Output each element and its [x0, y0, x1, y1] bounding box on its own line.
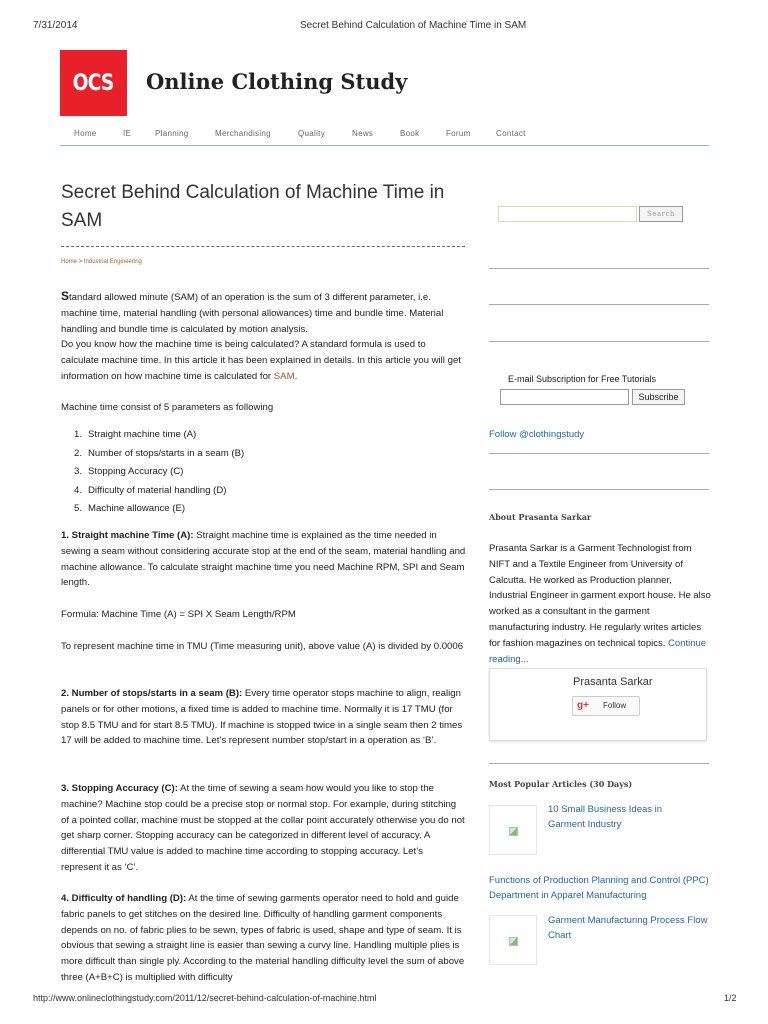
nav-book[interactable]: Book	[400, 129, 420, 138]
sidebar-divider	[489, 341, 709, 342]
sidebar-divider	[489, 453, 709, 454]
broken-image-icon	[509, 937, 518, 946]
intro-paragraph	[61, 289, 466, 385]
section-text: At the time of sewing a seam how would you like to stop the machine? Machine stop could be a precise stop or normal stop. For example, during stitching of a pointed collar, machine must be stopped at the collar point accurately otherwise you do not get sharp corner. Stopping accuracy can be categorized in different level of accuracy. A differential TMU value is added to machine time according to stopping accuracy. Let’s represent it as ‘C’.	[61, 783, 465, 873]
search-button[interactable]: Search	[639, 206, 683, 222]
section-text: Every time operator stops machine to align, realign panels or for other motions, a fixed time is added to machine time. Normally it is 17 TMU (for stop 8.5 TMU and for start 8.5 TMU). If machine is stopped twice in a single seam then 2 times 17 will be added to machine time. Let’s represent number stop/start in a operation as ‘B’.	[61, 688, 463, 747]
gplus-follow-label: Follow	[603, 701, 627, 710]
formula-text: Formula: Machine Time (A) = SPI X Seam Length/RPM	[61, 609, 296, 620]
list-item: 4. Difficulty of material handling (D)	[74, 484, 227, 496]
nav-home[interactable]: Home	[74, 129, 97, 138]
site-logo[interactable]	[60, 50, 127, 116]
list-item: 2. Number of stops/starts in a seam (B)	[74, 447, 245, 459]
section-heading: 3. Stopping Accuracy (C):	[61, 783, 178, 794]
popular-article-link[interactable]: Functions of Production Planning and Control (PPC) Department in Apparel Manufacturing	[489, 875, 709, 901]
nav-quality[interactable]: Quality	[298, 129, 325, 138]
nav-forum[interactable]: Forum	[446, 129, 471, 138]
intro-text-1: tandard allowed minute (SAM) of an operation is the sum of 3 different parameter, i.e. machine time, material handling (with personal allowances) time and bundle time. Material handling and bundle time is calculated by motion analysis.	[61, 292, 444, 335]
tmu-text: To represent machine time in TMU (Time measuring unit), above value (A) is divided by 0.0006	[61, 641, 464, 652]
print-page-title: Secret Behind Calculation of Machine Time in SAM	[300, 20, 527, 31]
sidebar-divider	[489, 489, 709, 490]
breadcrumb-home[interactable]: Home	[61, 259, 78, 265]
post-title: Secret Behind Calculation of Machine Time in SAM	[61, 182, 445, 231]
section-stopping-accuracy	[61, 781, 466, 876]
subscribe-button[interactable]: Subscribe	[632, 389, 685, 405]
breadcrumb	[61, 259, 142, 265]
section-text: At the time of sewing garments operator need to hold and guide fabric panels to get stitches on the desired line. Difficulty of handling garment components depends on no. of fabric plies to be sewn, types of fabric is used, shape and type of seam. It is obvious that sewing a straight line is easier than sewing a curvy line. Handling multiple plies is more difficult than single ply. According to the material handling difficulty level the sum of above three (A+B+C) is multiplied with difficulty	[61, 893, 465, 983]
about-heading: About Prasanta Sarkar	[489, 512, 592, 522]
about-body: Prasanta Sarkar is a Garment Technologist from NIFT and a Textile Engineer from University of Calcutta. He worked as Production planner, Industrial Engineer in garment export house. He also worked as a consultant in the garment manufacturing industry. He regularly writes articles for fashion magazines on technical topics.	[489, 543, 711, 649]
section-heading: 4. Difficulty of handling (D):	[61, 893, 187, 904]
print-url: http://www.onlineclothingstudy.com/2011/12/secret-behind-calculation-of-machine.html	[33, 993, 377, 1003]
section-heading: 2. Number of stops/starts in a seam (B):	[61, 688, 243, 699]
google-plus-profile-card	[489, 668, 707, 741]
section-straight-machine-time	[61, 528, 466, 591]
google-plus-icon: g+	[577, 700, 589, 711]
parameter-list	[74, 426, 374, 519]
section-text: Straight machine time is explained as the time needed in sewing a seam without considering accurate stop at the end of the seam, material handling and machine allowance. To calculate straight machine time you need Machine RPM, SPI and Seam length.	[61, 530, 466, 589]
nav-ie[interactable]: IE	[123, 129, 132, 138]
intro-end: .	[294, 370, 298, 382]
article-thumbnail[interactable]	[489, 805, 537, 855]
list-item: 1. Straight machine time (A)	[74, 429, 197, 440]
drop-cap: S	[61, 289, 70, 303]
sidebar-divider	[489, 304, 709, 305]
breadcrumb-category[interactable]: Industrial Engineering	[83, 259, 142, 265]
print-page-number: 1/2	[724, 993, 737, 1003]
sam-link[interactable]: SAM	[273, 370, 295, 382]
about-text	[489, 541, 711, 667]
broken-image-icon	[509, 827, 518, 836]
logo-text: OCS	[73, 70, 114, 96]
sidebar-divider	[489, 763, 709, 764]
site-name[interactable]: Online Clothing Study	[146, 69, 408, 94]
article-thumbnail[interactable]	[489, 915, 537, 965]
continue-reading-link[interactable]: Continue reading...	[489, 637, 707, 665]
intro-text-2: Do you know how the machine time is being calculated? A standard formula is used to calculate machine time. In this article it has been explained in details. In this article you will get information on how machine time is calculated for	[61, 339, 461, 382]
email-subscription-label: E-mail Subscription for Free Tutorials	[508, 374, 657, 384]
list-item: 5. Machine allowance (E)	[74, 503, 186, 514]
nav-planning[interactable]: Planning	[155, 129, 189, 138]
section-stops-starts	[61, 686, 466, 749]
popular-article-link[interactable]: Garment Manufacturing Process Flow Chart	[548, 915, 708, 941]
main-nav	[60, 120, 709, 146]
list-item: 3. Stopping Accuracy (C)	[74, 466, 184, 477]
follow-twitter-link[interactable]: Follow @clothingstudy	[489, 429, 585, 440]
email-field[interactable]	[500, 389, 629, 405]
popular-articles-heading: Most Popular Articles (30 Days)	[489, 779, 633, 789]
sidebar-divider	[489, 268, 709, 269]
section-difficulty-handling	[61, 891, 466, 986]
section-heading: 1. Straight machine Time (A):	[61, 530, 194, 541]
gplus-follow-button[interactable]	[572, 696, 640, 716]
print-date: 7/31/2014	[33, 20, 78, 31]
search-input[interactable]	[498, 206, 637, 222]
nav-merchandising[interactable]: Merchandising	[215, 129, 271, 138]
list-intro: Machine time consist of 5 parameters as following	[61, 402, 274, 413]
popular-article-link[interactable]: 10 Small Business Ideas in Garment Industry	[548, 804, 663, 830]
nav-contact[interactable]: Contact	[496, 129, 526, 138]
breadcrumb-separator: >	[77, 259, 84, 265]
nav-news[interactable]: News	[352, 129, 374, 138]
title-divider	[61, 246, 465, 247]
profile-name[interactable]: Prasanta Sarkar	[573, 676, 653, 688]
